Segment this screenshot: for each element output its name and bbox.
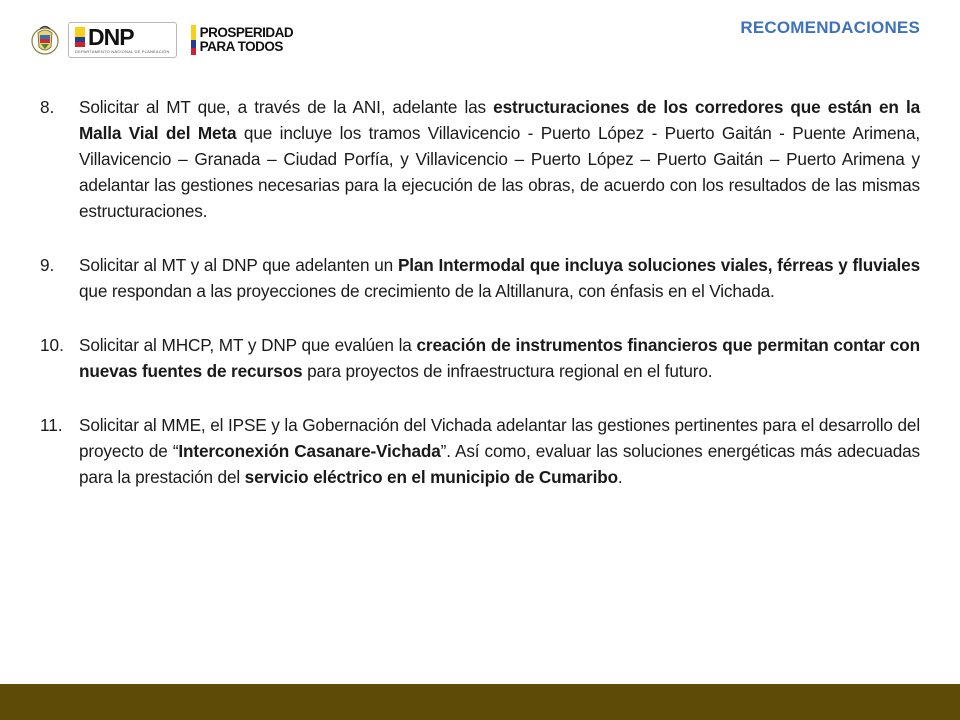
prosperidad-logo [191,25,294,55]
recommendations-list [40,94,920,518]
body-text: Solicitar al MT y al DNP que adelanten un [79,255,398,275]
list-item [40,94,920,224]
coat-of-arms-icon [30,23,60,57]
header [0,0,960,70]
body-text: . [617,467,623,487]
emphasis-text: Plan Intermodal que incluya soluciones viales, férreas y fluviales [397,255,920,275]
list-item [40,412,920,490]
logo-group [30,22,293,58]
footer-bar [0,684,960,720]
list-item-number: 8. [40,97,55,117]
body-text: Solicitar al MHCP, MT y DNP que evalúen la [79,335,417,355]
dnp-logo-subtitle: DEPARTAMENTO NACIONAL DE PLANEACIÓN [75,49,170,54]
body-text: Solicitar al MT que, a través de la ANI, adelante las [79,97,494,117]
list-item-number: 9. [40,255,55,275]
body-text: para proyectos de infraestructura regional en el futuro. [302,361,713,381]
list-item-number: 11. [40,415,63,435]
emphasis-text: servicio eléctrico en el municipio de Cumaribo [244,467,618,487]
list-item [40,252,920,304]
prosperidad-line-1: PROSPERIDAD [199,25,294,40]
body-text: Solicitar al MME, el IPSE y la Gobernación del Vichada adelantar las gestiones pertinentes para el desarrollo del proyecto de “ [79,415,920,461]
list-item-text [79,94,920,224]
emphasis-text: creación de instrumentos financieros que permitan contar con nuevas fuentes de recursos [79,335,920,381]
list-item-text [79,412,920,490]
prosperidad-line-2: PARA TODOS [199,39,283,54]
colombia-flag-icon [75,27,85,47]
dnp-logo [68,22,177,58]
emphasis-text: Interconexión Casanare-Vichada [178,441,441,461]
body-text: que respondan a las proyecciones de crecimiento de la Altillanura, con énfasis en el Vichada. [79,281,775,301]
emphasis-text: estructuraciones de los corredores que están en la Malla Vial del Meta [79,97,920,143]
list-item-text [79,332,920,384]
colombia-flag-icon [191,25,196,55]
list-item-text [79,252,920,304]
list-item [40,332,920,384]
dnp-logo-text: DNP [88,24,134,50]
body-text: ”. Así como, evaluar las soluciones energéticas más adecuadas para la prestación del [79,441,920,487]
body-text: que incluye los tramos Villavicencio - Puerto López - Puerto Gaitán - Puente Arimena, Villavicencio – Granada – Ciudad Porfía, y Villavicencio – Puerto López – Puerto Gaitán – Puerto Arimena y adelantar las gestiones necesarias para la ejecución de las obras, de acuerdo con los resultados de las mismas estructuraciones. [79,123,920,221]
page-title: RECOMENDACIONES [740,18,920,37]
list-item-number: 10. [40,335,64,355]
